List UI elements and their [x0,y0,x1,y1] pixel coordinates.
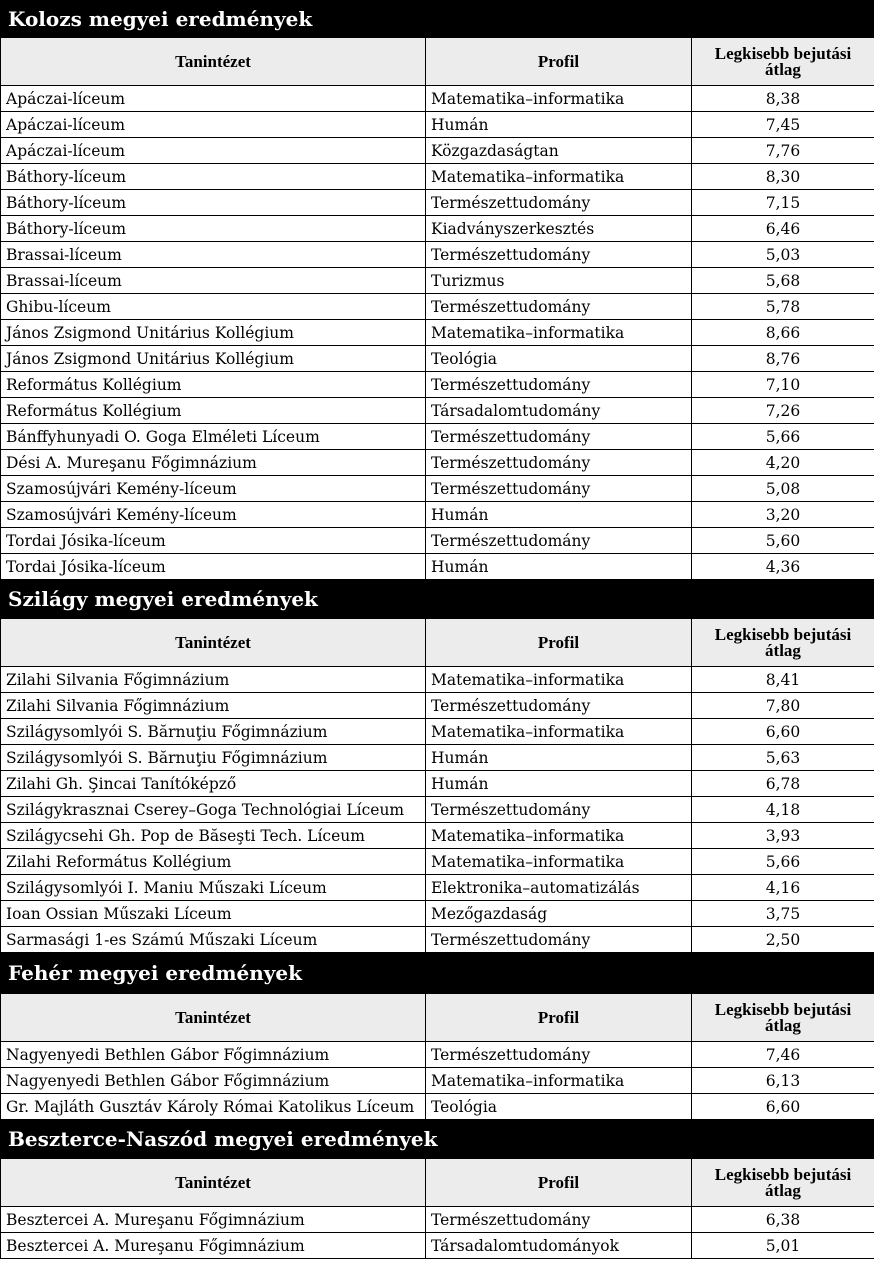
cell-score: 3,75 [692,901,874,927]
cell-school: Ghibu-líceum [1,294,426,320]
cell-profile: Humán [426,771,692,797]
section-title: Fehér megyei eredmények [0,953,874,993]
cell-score: 5,03 [692,242,874,268]
cell-score: 3,20 [692,502,874,528]
table-header-row [1,1159,874,1207]
cell-score: 7,80 [692,693,874,719]
results-table [0,1158,874,1259]
table-row [1,476,874,502]
cell-profile: Matematika–informatika [426,164,692,190]
cell-profile: Természettudomány [426,476,692,502]
cell-score: 6,60 [692,1094,874,1120]
cell-school: Szilágysomlyói S. Bărnuţiu Főgimnázium [1,745,426,771]
cell-profile: Természettudomány [426,190,692,216]
cell-score: 5,66 [692,424,874,450]
column-header-profile: Profil [426,619,692,667]
cell-school: János Zsigmond Unitárius Kollégium [1,320,426,346]
cell-profile: Matematika–informatika [426,823,692,849]
table-row [1,1042,874,1068]
table-row [1,771,874,797]
table-row [1,719,874,745]
cell-score: 7,46 [692,1042,874,1068]
cell-profile: Teológia [426,346,692,372]
table-row [1,528,874,554]
cell-score: 6,38 [692,1207,874,1233]
cell-school: Besztercei A. Mureşanu Főgimnázium [1,1207,426,1233]
cell-school: Brassai-líceum [1,268,426,294]
cell-school: Zilahi Silvania Főgimnázium [1,667,426,693]
cell-school: Besztercei A. Mureşanu Főgimnázium [1,1233,426,1259]
cell-score: 6,13 [692,1068,874,1094]
cell-school: János Zsigmond Unitárius Kollégium [1,346,426,372]
cell-profile: Természettudomány [426,693,692,719]
cell-school: Sarmasági 1-es Számú Műszaki Líceum [1,927,426,953]
cell-profile: Társadalomtudományok [426,1233,692,1259]
cell-school: Szilágysomlyói S. Bărnuţiu Főgimnázium [1,719,426,745]
section-beszterce-naszod [0,1120,874,1259]
cell-school: Báthory-líceum [1,190,426,216]
cell-profile: Természettudomány [426,294,692,320]
cell-school: Zilahi Református Kollégium [1,849,426,875]
cell-school: Nagyenyedi Bethlen Gábor Főgimnázium [1,1042,426,1068]
table-body [1,1042,874,1120]
table-row [1,320,874,346]
column-header-score: Legkisebb bejutási átlag [692,619,874,667]
cell-school: Szamosújvári Kemény-líceum [1,502,426,528]
results-table [0,993,874,1120]
table-row [1,424,874,450]
cell-score: 8,66 [692,320,874,346]
cell-score: 7,76 [692,138,874,164]
cell-school: Tordai Jósika-líceum [1,554,426,580]
column-header-profile: Profil [426,994,692,1042]
table-row [1,346,874,372]
table-row [1,1233,874,1259]
cell-score: 8,30 [692,164,874,190]
cell-profile: Matematika–informatika [426,86,692,112]
table-header-row [1,619,874,667]
cell-profile: Turizmus [426,268,692,294]
column-header-score: Legkisebb bejutási átlag [692,1159,874,1207]
column-header-school: Tanintézet [1,1159,426,1207]
cell-score: 4,16 [692,875,874,901]
cell-profile: Matematika–informatika [426,849,692,875]
cell-profile: Természettudomány [426,450,692,476]
cell-score: 6,46 [692,216,874,242]
cell-score: 6,78 [692,771,874,797]
column-header-school: Tanintézet [1,994,426,1042]
table-row [1,745,874,771]
cell-profile: Természettudomány [426,242,692,268]
table-row [1,86,874,112]
table-row [1,693,874,719]
cell-profile: Matematika–informatika [426,320,692,346]
cell-profile: Természettudomány [426,424,692,450]
results-table [0,618,874,953]
table-row [1,216,874,242]
cell-score: 4,20 [692,450,874,476]
cell-score: 3,93 [692,823,874,849]
cell-school: Apáczai-líceum [1,138,426,164]
cell-school: Református Kollégium [1,372,426,398]
cell-school: Nagyenyedi Bethlen Gábor Főgimnázium [1,1068,426,1094]
section-title: Kolozs megyei eredmények [0,0,874,37]
table-row [1,268,874,294]
cell-profile: Természettudomány [426,1207,692,1233]
cell-profile: Humán [426,745,692,771]
cell-school: Szilágysomlyói I. Maniu Műszaki Líceum [1,875,426,901]
cell-profile: Humán [426,502,692,528]
cell-profile: Matematika–informatika [426,667,692,693]
cell-school: Bánffyhunyadi O. Goga Elméleti Líceum [1,424,426,450]
column-header-profile: Profil [426,1159,692,1207]
column-header-school: Tanintézet [1,38,426,86]
table-body [1,86,874,580]
cell-score: 5,08 [692,476,874,502]
cell-profile: Természettudomány [426,372,692,398]
cell-profile: Természettudomány [426,528,692,554]
cell-school: Dési A. Mureşanu Főgimnázium [1,450,426,476]
cell-profile: Mezőgazdaság [426,901,692,927]
cell-score: 4,36 [692,554,874,580]
cell-score: 8,76 [692,346,874,372]
cell-school: Szilágycsehi Gh. Pop de Băseşti Tech. Líceum [1,823,426,849]
cell-profile: Közgazdaságtan [426,138,692,164]
cell-school: Tordai Jósika-líceum [1,528,426,554]
cell-profile: Társadalomtudomány [426,398,692,424]
table-row [1,190,874,216]
cell-profile: Humán [426,112,692,138]
cell-school: Ioan Ossian Műszaki Líceum [1,901,426,927]
table-row [1,1207,874,1233]
cell-profile: Természettudomány [426,797,692,823]
section-title: Beszterce-Naszód megyei eredmények [0,1120,874,1158]
cell-profile: Természettudomány [426,1042,692,1068]
cell-score: 4,18 [692,797,874,823]
column-header-score: Legkisebb bejutási átlag [692,38,874,86]
cell-score: 5,66 [692,849,874,875]
table-row [1,450,874,476]
cell-score: 2,50 [692,927,874,953]
cell-score: 5,63 [692,745,874,771]
table-header-row [1,994,874,1042]
table-row [1,138,874,164]
table-row [1,927,874,953]
table-row [1,112,874,138]
cell-school: Szilágykrasznai Cserey–Goga Technológiai Líceum [1,797,426,823]
table-row [1,372,874,398]
cell-profile: Teológia [426,1094,692,1120]
cell-score: 5,68 [692,268,874,294]
table-header-row [1,38,874,86]
table-row [1,667,874,693]
column-header-score: Legkisebb bejutási átlag [692,994,874,1042]
table-row [1,242,874,268]
cell-score: 8,41 [692,667,874,693]
table-row [1,164,874,190]
section-feher [0,953,874,1120]
table-row [1,849,874,875]
cell-school: Apáczai-líceum [1,112,426,138]
cell-profile: Matematika–informatika [426,1068,692,1094]
cell-school: Zilahi Gh. Şincai Tanítóképző [1,771,426,797]
cell-score: 6,60 [692,719,874,745]
table-row [1,823,874,849]
table-row [1,797,874,823]
cell-profile: Kiadványszerkesztés [426,216,692,242]
table-row [1,502,874,528]
cell-profile: Matematika–informatika [426,719,692,745]
results-table [0,37,874,580]
table-row [1,294,874,320]
cell-school: Gr. Majláth Gusztáv Károly Római Katolikus Líceum [1,1094,426,1120]
section-szilagy [0,580,874,953]
cell-school: Szamosújvári Kemény-líceum [1,476,426,502]
cell-school: Zilahi Silvania Főgimnázium [1,693,426,719]
cell-score: 5,78 [692,294,874,320]
cell-score: 5,01 [692,1233,874,1259]
section-kolozs [0,0,874,580]
cell-school: Brassai-líceum [1,242,426,268]
table-body [1,667,874,953]
column-header-school: Tanintézet [1,619,426,667]
table-row [1,875,874,901]
cell-score: 8,38 [692,86,874,112]
cell-score: 7,45 [692,112,874,138]
table-row [1,554,874,580]
cell-profile: Természettudomány [426,927,692,953]
cell-profile: Humán [426,554,692,580]
cell-school: Apáczai-líceum [1,86,426,112]
cell-score: 7,10 [692,372,874,398]
cell-school: Báthory-líceum [1,164,426,190]
table-body [1,1207,874,1259]
section-title: Szilágy megyei eredmények [0,580,874,618]
cell-score: 7,26 [692,398,874,424]
column-header-profile: Profil [426,38,692,86]
cell-score: 7,15 [692,190,874,216]
cell-school: Báthory-líceum [1,216,426,242]
cell-school: Református Kollégium [1,398,426,424]
cell-score: 5,60 [692,528,874,554]
cell-profile: Elektronika–automatizálás [426,875,692,901]
table-row [1,901,874,927]
table-row [1,398,874,424]
table-row [1,1068,874,1094]
table-row [1,1094,874,1120]
